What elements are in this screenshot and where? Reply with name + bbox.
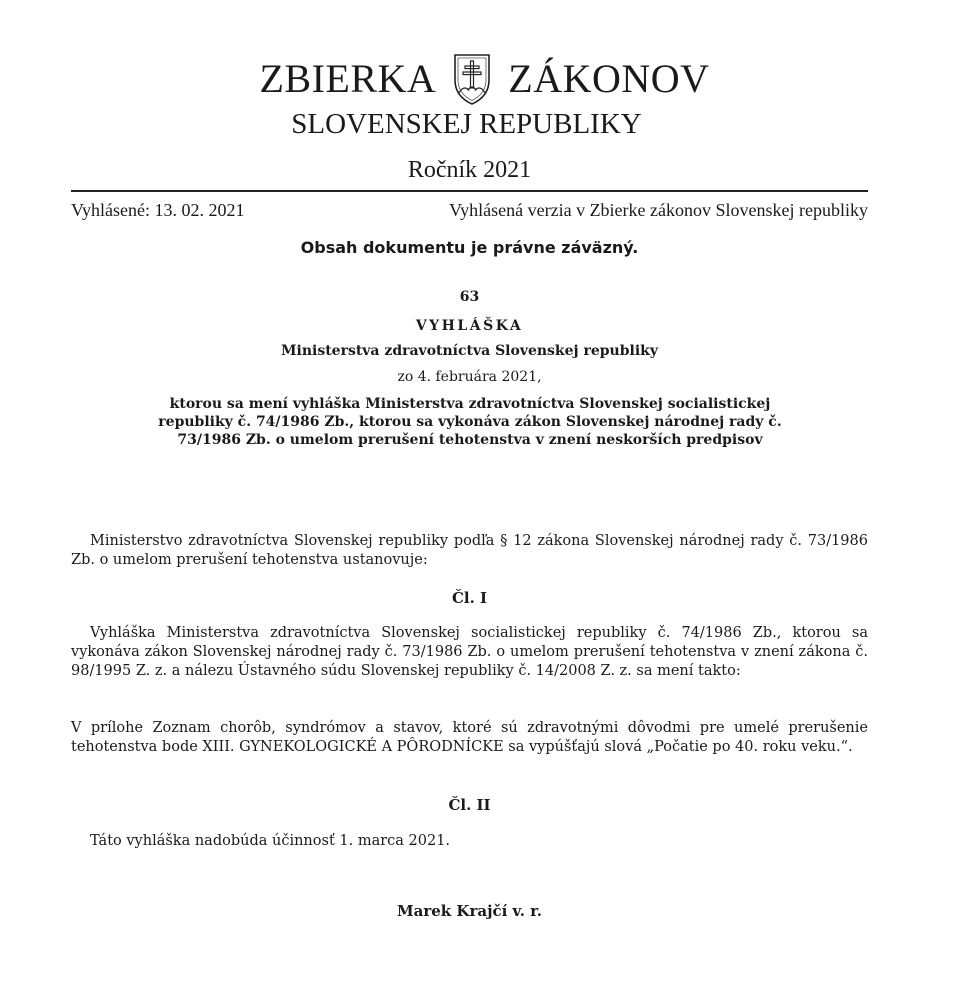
document-issuer: Ministerstva zdravotníctva Slovenskej republiky	[281, 343, 658, 359]
article-1-paragraph: Vyhláška Ministerstva zdravotníctva Slovenskej socialistickej republiky č. 74/1986 Zb., ktorou sa vykonáva zákon Slovenskej národnej rady č. 73/1986 Zb. o umelom prerušení tehotenstva v znení zákona č. 98/1995 Z. z. a nálezu Ústavného súdu Slovenskej republiky č. 14/2008 Z. z. sa mení takto:	[71, 625, 868, 679]
header-divider	[71, 190, 868, 192]
article-2-paragraph: Táto vyhláška nadobúda účinnosť 1. marca 2021.	[90, 833, 451, 849]
slovak-coat-of-arms-icon	[452, 52, 492, 106]
publication-date: Vyhlásené: 13. 02. 2021	[71, 200, 245, 220]
article-2-heading: Čl. II	[448, 796, 491, 814]
binding-notice: Obsah dokumentu je právne záväzný.	[300, 238, 639, 257]
masthead-title-left: ZBIERKA	[259, 56, 437, 101]
intro-paragraph: Ministerstvo zdravotníctva Slovenskej republiky podľa § 12 zákona Slovenskej národnej rady č. 73/1986 Zb. o umelom prerušení tehotenstva ustanovuje:	[71, 533, 868, 568]
article-1-change: V prílohe Zoznam chorôb, syndrómov a stavov, ktoré sú zdravotnými dôvodmi pre umelé prerušenie tehotenstva bode XIII. GYNEKOLOGICKÉ A PÔRODNÍCKE sa vypúšťajú slová „Počatie po 40. roku veku.“.	[71, 720, 868, 755]
masthead-title-right: ZÁKONOV	[508, 56, 710, 101]
document-date: zo 4. februára 2021,	[397, 369, 542, 385]
publication-version: Vyhlásená verzia v Zbierke zákonov Slovenskej republiky	[449, 200, 868, 220]
signature: Marek Krajčí v. r.	[397, 902, 542, 920]
document-type: VYHLÁŠKA	[415, 318, 524, 334]
volume-year: Ročník 2021	[407, 157, 532, 183]
masthead	[0, 52, 969, 106]
masthead-subtitle: SLOVENSKEJ REPUBLIKY	[291, 108, 642, 140]
document-number: 63	[459, 289, 480, 305]
article-1-heading: Čl. I	[451, 589, 488, 607]
document-subject: ktorou sa mení vyhláška Ministerstva zdravotníctva Slovenskej socialistickej republiky č. 74/1986 Zb., ktorou sa vykonáva zákon Slovenskej národnej rady č. 73/1986 Zb. o umelom prerušení tehotenstva v znení neskorších predpisov	[158, 396, 782, 448]
